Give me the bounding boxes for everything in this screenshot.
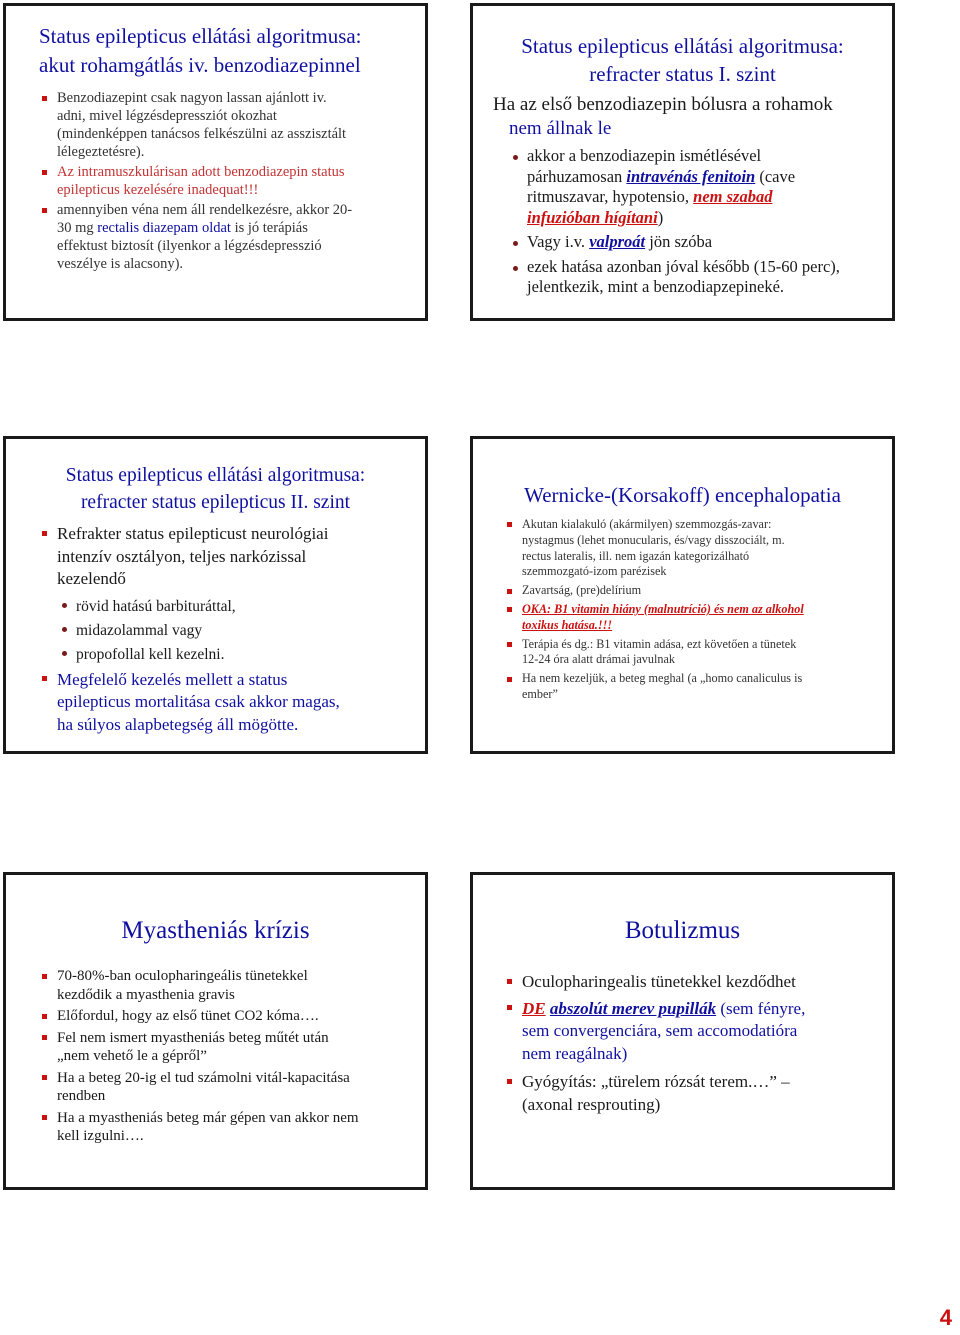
list-item: Oculopharingealis tünetekkel kezdődhet bbox=[522, 971, 887, 994]
slide-4-bullets bbox=[522, 517, 887, 703]
slide-2-bullets bbox=[527, 146, 887, 298]
list-item: Terápia és dg.: B1 vitamin adása, ezt követően a tünetek 12-24 óra alatt drámai javulnak bbox=[522, 637, 887, 669]
list-item: Ha a beteg 20-ig el tud számolni vitál-kapacitása rendben bbox=[57, 1069, 417, 1106]
list-item: Megfelelő kezelés mellett a status epilepticus mortalitása csak akkor magas, ha súlyos alapbetegség áll mögötte. bbox=[57, 669, 417, 737]
page-number: 4 bbox=[939, 1305, 952, 1330]
list-item: Az intramuszkulárisan adott benzodiazepin status epilepticus kezelésére inadequat!!! bbox=[57, 163, 417, 199]
slide-5-bullets bbox=[57, 967, 417, 1146]
slide-4-title: Wernicke-(Korsakoff) encephalopatia bbox=[524, 483, 841, 507]
slide-2-title: Status epilepticus ellátási algoritmusa: refracter status I. szint bbox=[521, 34, 844, 86]
list-item: propofollal kell kezelni. bbox=[76, 643, 417, 667]
list-item: Akutan kialakuló (akármilyen) szemmozgás-zavar: nystagmus (lehet monucularis, és/vagy disszociált, m. rectus lateralis, ill. nem igazán kategorizálható szemmozgató-izom parézisek bbox=[522, 517, 887, 580]
slide-3-sublist bbox=[76, 595, 417, 667]
list-item: ezek hatása azonban jóval később (15-60 perc), jelentkezik, mint a benzodiapzepineké. bbox=[527, 257, 887, 298]
list-item: amennyiben véna nem áll rendelkezésre, akkor 20- 30 mg rectalis diazepam oldat is jó terápiás effektust biztosít (ilyenkor a légzésdepresszió veszélye is alacsony). bbox=[57, 201, 417, 273]
slide-5 bbox=[3, 872, 428, 1190]
slide-2-intro: Ha az első benzodiazepin bólusra a rohamok nem állnak le bbox=[493, 94, 833, 139]
slide-2 bbox=[470, 3, 895, 321]
list-item: OKA: B1 vitamin hiány (malnutríció) és nem az alkohol toxikus hatása.!!! bbox=[522, 602, 887, 634]
list-item: DE abszolút merev pupillák (sem fényre, sem convergenciára, sem accomodatióra nem reagálnak) bbox=[522, 998, 887, 1066]
slide-4 bbox=[470, 436, 895, 754]
list-item: akkor a benzodiazepin ismétlésével párhuzamosan intravénás fenitoin (cave ritmuszavar, hypotensio, nem szabad infuzióban hígítani) bbox=[527, 146, 887, 228]
slide-3 bbox=[3, 436, 428, 754]
list-item: 70-80%-ban oculopharingeális tünetekkel kezdődik a myasthenia gravis bbox=[57, 967, 417, 1004]
list-item: Vagy i.v. valproát jön szóba bbox=[527, 232, 887, 253]
slide-3-title: Status epilepticus ellátási algoritmusa: refracter status epilepticus II. szint bbox=[65, 465, 366, 513]
slide-6-title: Botulizmus bbox=[624, 917, 741, 944]
list-item: Ha a myastheniás beteg már gépen van akkor nem kell izgulni…. bbox=[57, 1109, 417, 1146]
slide-1-bullets bbox=[57, 89, 417, 273]
list-item: Gyógyítás: „türelem rózsát terem.…” – (axonal resprouting) bbox=[522, 1071, 887, 1116]
list-item: Refrakter status epilepticust neurológiai intenzív osztályon, teljes narkózissal kezelendő rövid hatású barbituráttal, midazolammal vagy propofollal kell kezelni. bbox=[57, 523, 417, 667]
slide-6 bbox=[470, 872, 895, 1190]
list-item: Benzodiazepint csak nagyon lassan ajánlott iv. adni, mivel légzésdepressziót okozhat (mindenképpen tanácsos felkészülni az asszisztált lélegeztetésre). bbox=[57, 89, 417, 161]
list-item: Fel nem ismert myastheniás beteg műtét után „nem vehető le a gépről” bbox=[57, 1029, 417, 1066]
list-item: Előfordul, hogy az első tünet CO2 kóma…. bbox=[57, 1007, 417, 1026]
slide-1 bbox=[3, 3, 428, 321]
list-item: rövid hatású barbituráttal, bbox=[76, 595, 417, 619]
list-item: Zavartság, (pre)delírium bbox=[522, 583, 887, 599]
slide-1-title: Status epilepticus ellátási algoritmusa: akut rohamgátlás iv. benzodiazepinnel bbox=[39, 24, 362, 77]
list-item: Ha nem kezeljük, a beteg meghal (a „homo canaliculus is ember” bbox=[522, 671, 887, 703]
slide-6-bullets bbox=[522, 971, 887, 1116]
slide-5-title: Myastheniás krízis bbox=[121, 917, 310, 944]
list-item: midazolammal vagy bbox=[76, 619, 417, 643]
slide-3-bullets bbox=[57, 523, 417, 736]
